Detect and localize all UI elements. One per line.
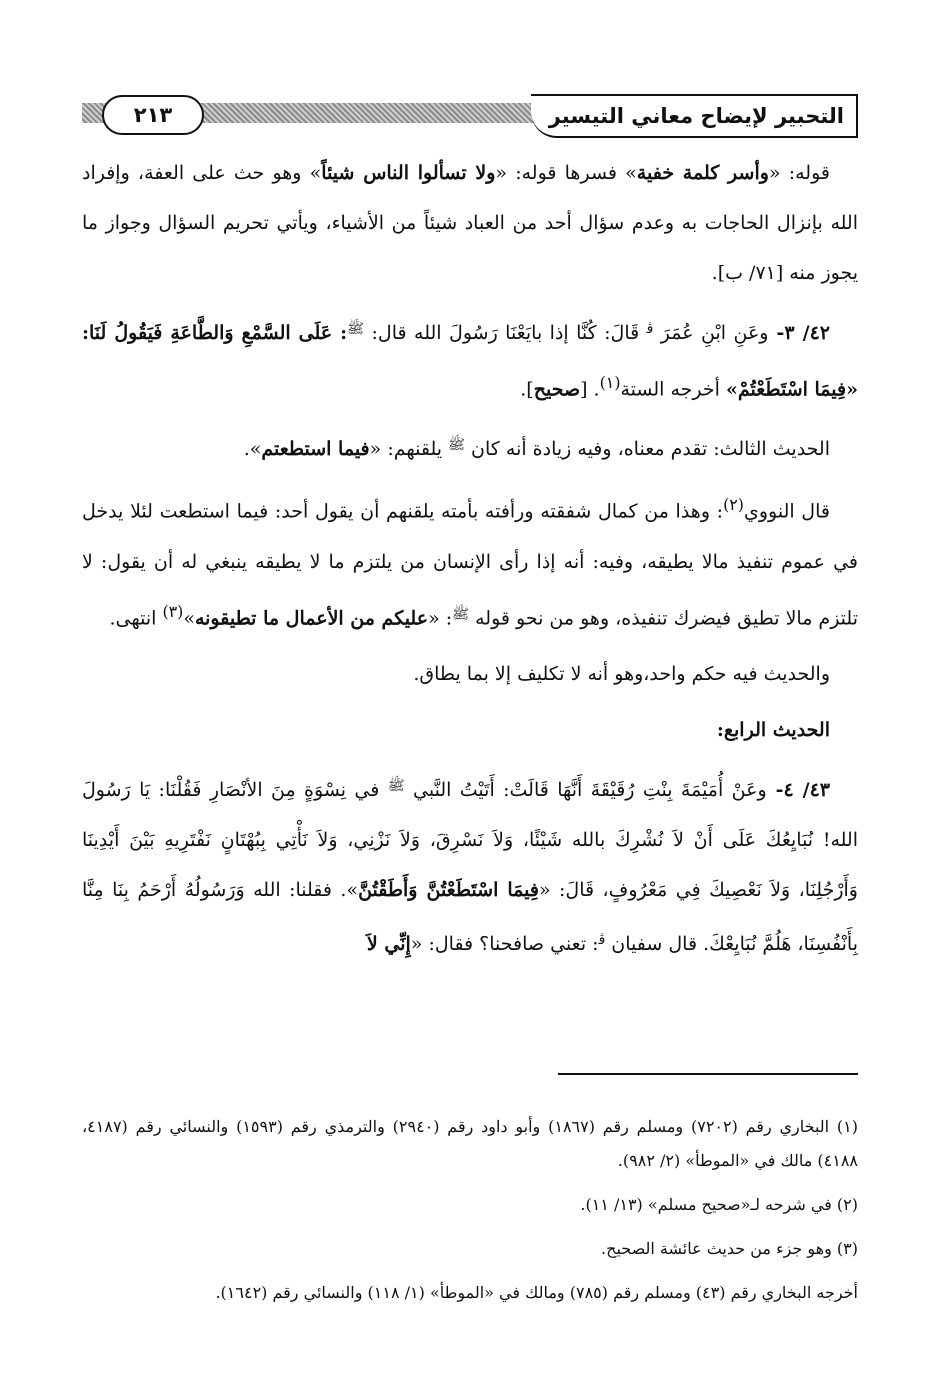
text: يلقنهم: « <box>369 438 449 461</box>
footnote-1: (١) البخاري رقم (٧٢٠٢) ومسلم رقم (١٨٦٧) وأبو داود رقم (٢٩٤٠) والترمذي رقم (١٥٩٣) والنسائي رقم (٤١٨٧، ٤١٨٨) مالك في «الموطأ» (٢/ ٩٨٢). <box>82 1117 859 1170</box>
nawawi-quote <box>82 480 858 643</box>
text: ]. <box>520 378 534 401</box>
hadith-number: ٤٢/ ٣- <box>768 322 830 344</box>
main-text <box>82 148 858 975</box>
hadith-number: ٤٣/ ٤- <box>766 778 830 801</box>
quoted-phrase: عليكم من الأعمال ما تطيقونه <box>194 606 429 629</box>
footnote-separator <box>558 1073 858 1075</box>
text: وعَنْ أُمَيْمَةَ بِنْتِ رُقَيْقَةَ أَنَّهَا قَالَتْ: أَتَيْتُ النَّبي <box>404 778 767 801</box>
text: » <box>183 606 195 629</box>
text: ». <box>243 438 262 461</box>
text: الحديث الثالث: تقدم معناه، وفيه زيادة أنه كان <box>465 438 830 461</box>
footnote-2: (٢) في شرحه لـ«صحيح مسلم» (١٣/ ١١). <box>580 1195 858 1214</box>
hadith-text: : عَلَى السَّمْعِ وَالطَّاعَةِ فَيَقُولُ لَنَا: «فِيمَا اسْتَطَعْتُمْ» <box>82 322 858 401</box>
quoted-phrase: وأسر كلمة خفية <box>636 162 769 184</box>
text: : « <box>428 606 453 629</box>
hadith-42 <box>82 304 858 414</box>
footnotes <box>82 1110 858 1320</box>
text: قَالَ: كُنَّا إذا بايَعْنَا رَسُولَ الله قال: <box>364 322 647 344</box>
text: . [ <box>580 378 600 401</box>
book-title: التحبير لإيضاح معاني التيسير <box>531 94 858 138</box>
footnote-ref: (٢) <box>723 495 744 515</box>
honorific-glyph: ﷺ <box>452 605 470 622</box>
text: » وهو حث على العفة، وإفراد الله بإنزال الحاجات به وعدم سؤال أحد من العباد شيئاً من الأشياء، ويأتي تحريم السؤال وجواز ما يجوز منه [٧١/ ب]. <box>82 162 858 284</box>
honorific-glyph: ﭬ <box>598 931 606 948</box>
quoted-phrase: ولا تسألوا الناس شيئاً <box>321 162 496 184</box>
page-header <box>82 94 858 138</box>
paragraph-explanation <box>82 148 858 298</box>
honorific-glyph: ﭬ <box>646 321 654 337</box>
footnote-3: (٣) وهو جزء من حديث عائشة الصحيح. <box>601 1239 858 1258</box>
hadith-43 <box>82 761 858 969</box>
text: قال النووي <box>743 500 830 523</box>
footnote-4: أخرجه البخاري رقم (٤٣) ومسلم رقم (٧٨٥) ومالك في «الموطأ» (١/ ١١٨) والنسائي رقم (١٦٤٢). <box>215 1283 858 1302</box>
commentary-third-hadith <box>82 420 858 474</box>
quoted-phrase: فيما استطعتم <box>261 438 370 461</box>
hadith-grade: صحيح <box>533 378 581 401</box>
quoted-phrase: فِيمَا اسْتَطَعْتُنَّ وَأَطَقْتُنَّ <box>358 878 539 901</box>
footnote-ref: (٣) <box>162 601 184 621</box>
footnote-ref: (١) <box>599 373 621 392</box>
text: : تعني صافحنا؟ فقال: « <box>410 932 599 955</box>
text: قوله: « <box>768 162 830 184</box>
text: » فسرها قوله: « <box>495 162 637 184</box>
section-heading: الحديث الرابع: <box>716 718 830 741</box>
text: أخرجه الستة <box>620 378 726 401</box>
honorific-glyph: ﷺ <box>387 777 405 794</box>
text: : وهذا من كمال شفقته ورأفته بأمته يلقنهم أن يقول أحد: فيما استطعت لئلا يدخل في عموم تنفيذ مالا يطيقه، وفيه: أنه إذا رأى الإنسان من يلتزم ما لا يطيقه ينبغي له أن يقول: لا تلتزم مالا تطيق فيضرك تنفيذه، وهو من نحو قوله <box>82 500 858 629</box>
honorific-glyph: ﷺ <box>347 321 365 337</box>
text: انتهى. <box>109 606 163 629</box>
text: ». فقلنا: الله وَرَسُولُهُ أَرْحَمُ بِنَا مِنَّا بِأَنْفُسِنَا، هَلُمَّ نُبَايِعْكَ. قال سفيان <box>82 878 858 955</box>
page-number: ٢١٣ <box>102 95 204 135</box>
text: في نِسْوَةٍ مِنَ الأنْصَارِ فَقُلْنَا: يَا رَسُولَ الله! نُبَايِعُكَ عَلَى أَنْ لاَ نُشْرِكَ بالله شَيْئًا، وَلاَ نَسْرِقَ، وَلاَ نَزْنِي، وَلاَ نَأْتِي بِبُهْتَانٍ نَفْتَرِيهِ بَيْنَ أَيْدِينَا وَأَرْجُلِنَا، وَلاَ نَعْصِيكَ فِي مَعْرُوفٍ، قَالَ: « <box>82 778 858 901</box>
ruling-summary: والحديث فيه حكم واحد،وهو أنه لا تكليف إلا بما يطاق. <box>413 662 830 685</box>
quoted-phrase: إِنِّي لاَ <box>366 932 411 955</box>
text: وعَنِ ابْنِ عُمَرَ <box>653 322 769 344</box>
honorific-glyph: ﷺ <box>448 437 466 454</box>
